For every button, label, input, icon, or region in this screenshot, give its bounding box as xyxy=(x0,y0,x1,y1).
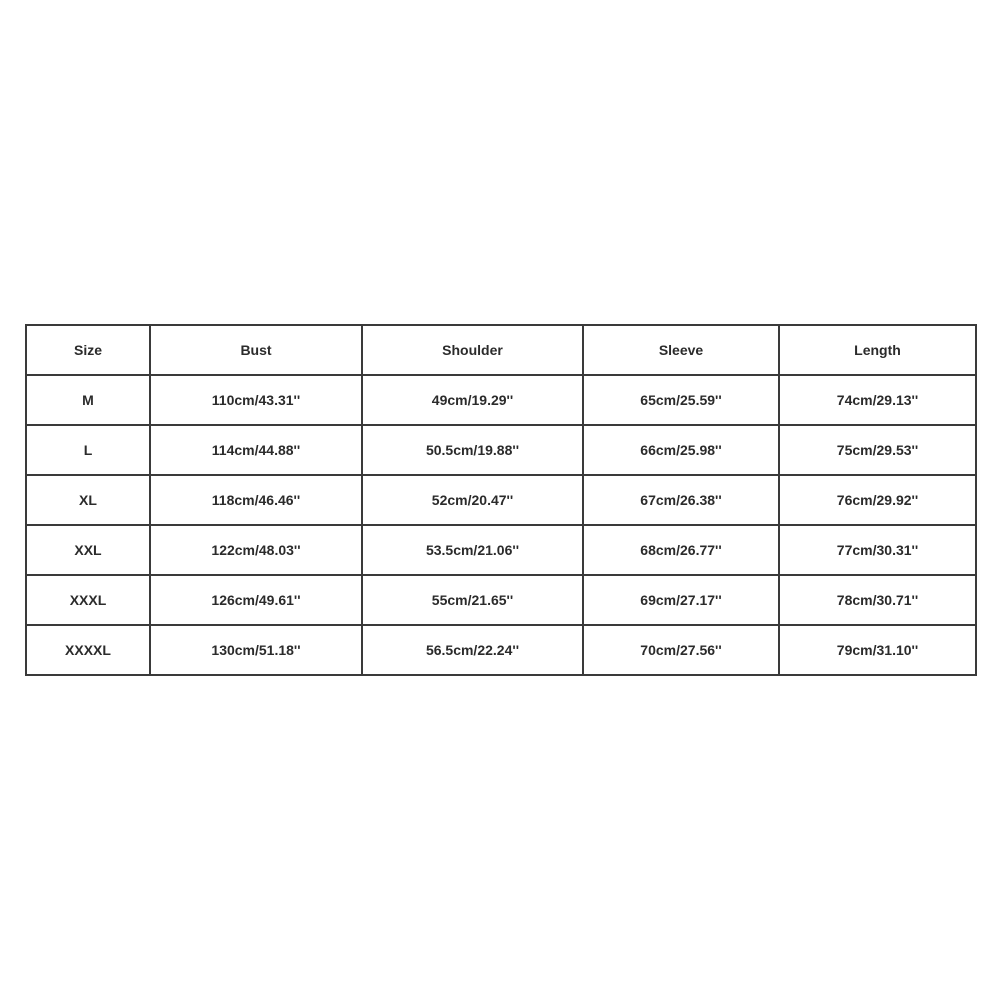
cell-bust: 126cm/49.61'' xyxy=(150,575,362,625)
cell-shoulder: 56.5cm/22.24'' xyxy=(362,625,583,675)
cell-bust: 114cm/44.88'' xyxy=(150,425,362,475)
cell-size: XXXXL xyxy=(26,625,150,675)
cell-shoulder: 53.5cm/21.06'' xyxy=(362,525,583,575)
table-row xyxy=(26,575,976,625)
cell-size: L xyxy=(26,425,150,475)
table-row xyxy=(26,625,976,675)
cell-shoulder: 50.5cm/19.88'' xyxy=(362,425,583,475)
table-row xyxy=(26,375,976,425)
cell-length: 78cm/30.71'' xyxy=(779,575,976,625)
cell-size: M xyxy=(26,375,150,425)
cell-sleeve: 65cm/25.59'' xyxy=(583,375,779,425)
header-length: Length xyxy=(779,325,976,375)
header-shoulder: Shoulder xyxy=(362,325,583,375)
cell-bust: 118cm/46.46'' xyxy=(150,475,362,525)
table-row xyxy=(26,475,976,525)
cell-length: 75cm/29.53'' xyxy=(779,425,976,475)
size-chart-table xyxy=(25,324,977,676)
table-row xyxy=(26,525,976,575)
cell-length: 77cm/30.31'' xyxy=(779,525,976,575)
header-bust: Bust xyxy=(150,325,362,375)
cell-size: XL xyxy=(26,475,150,525)
cell-sleeve: 67cm/26.38'' xyxy=(583,475,779,525)
cell-size: XXXL xyxy=(26,575,150,625)
table-header-row xyxy=(26,325,976,375)
header-size: Size xyxy=(26,325,150,375)
cell-sleeve: 69cm/27.17'' xyxy=(583,575,779,625)
cell-shoulder: 55cm/21.65'' xyxy=(362,575,583,625)
cell-sleeve: 68cm/26.77'' xyxy=(583,525,779,575)
cell-size: XXL xyxy=(26,525,150,575)
header-sleeve: Sleeve xyxy=(583,325,779,375)
table-row xyxy=(26,425,976,475)
cell-shoulder: 49cm/19.29'' xyxy=(362,375,583,425)
cell-shoulder: 52cm/20.47'' xyxy=(362,475,583,525)
cell-bust: 130cm/51.18'' xyxy=(150,625,362,675)
cell-bust: 122cm/48.03'' xyxy=(150,525,362,575)
cell-length: 76cm/29.92'' xyxy=(779,475,976,525)
cell-sleeve: 70cm/27.56'' xyxy=(583,625,779,675)
cell-sleeve: 66cm/25.98'' xyxy=(583,425,779,475)
cell-length: 79cm/31.10'' xyxy=(779,625,976,675)
cell-length: 74cm/29.13'' xyxy=(779,375,976,425)
cell-bust: 110cm/43.31'' xyxy=(150,375,362,425)
